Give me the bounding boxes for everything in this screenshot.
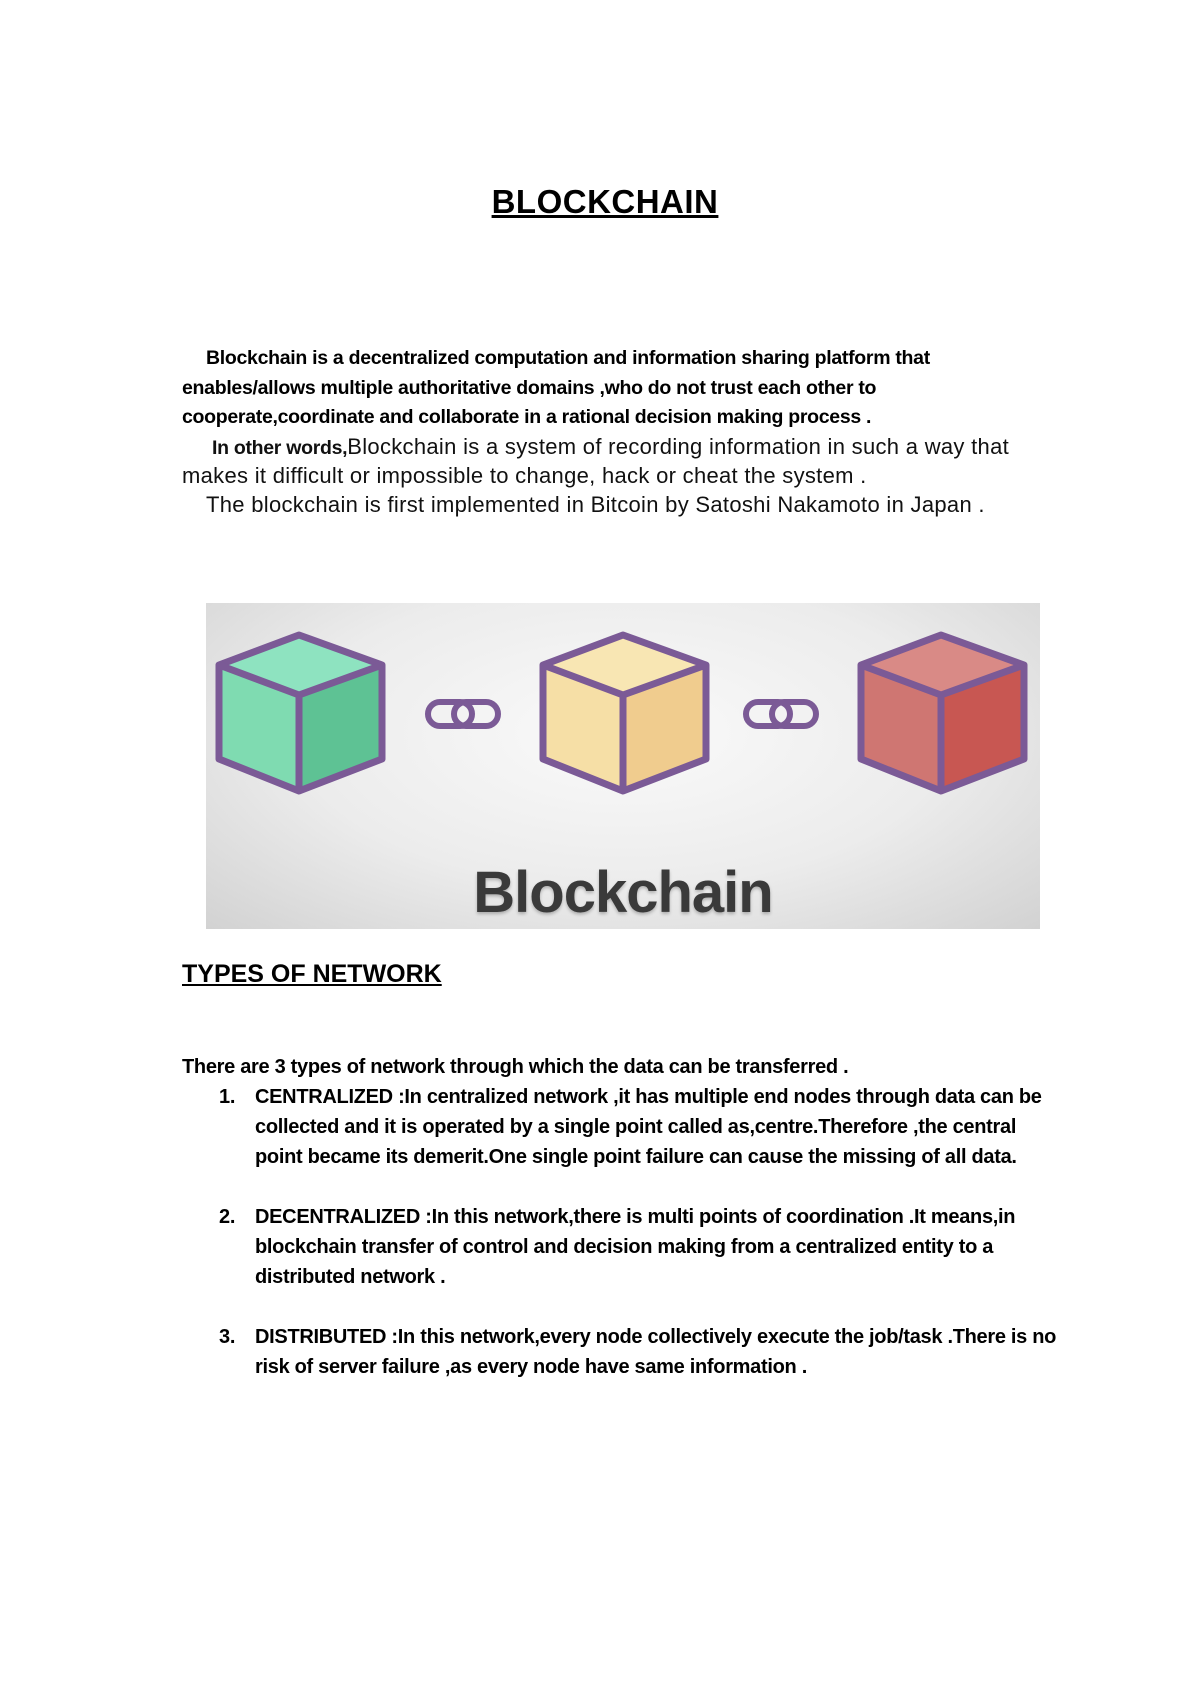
list-item	[182, 1202, 1062, 1292]
types-intro: There are 3 types of network through which the data can be transferred .	[182, 1056, 849, 1078]
network-types-list	[182, 1082, 1062, 1382]
list-item-text: :In this network,every node collectively execute the job/task .There is no risk of server failure ,as every node have same information .	[255, 1326, 1057, 1378]
green-cube-icon	[219, 635, 382, 791]
list-item-number: 2.	[219, 1206, 236, 1228]
list-item-text: :In this network,there is multi points of coordination .It means,in blockchain transfer of control and decision making from a centralized entity to a distributed network .	[255, 1206, 1016, 1288]
list-item-term: DECENTRALIZED	[255, 1206, 420, 1228]
yellow-cube-icon	[543, 635, 706, 791]
intro-paragraph-1	[182, 344, 1042, 433]
intro-paragraph-2-lead: In other words,	[212, 436, 348, 459]
list-item	[182, 1322, 1062, 1382]
document-title: BLOCKCHAIN	[491, 183, 719, 220]
types-section	[182, 1052, 1062, 1412]
list-item-term: DISTRIBUTED	[255, 1326, 387, 1348]
banner-label: Blockchain	[473, 860, 773, 925]
list-item-number: 3.	[219, 1326, 236, 1348]
list-item-number: 1.	[219, 1086, 236, 1108]
intro-paragraph-3	[182, 491, 1042, 520]
intro-paragraph-3-text: The blockchain is first implemented in Bitcoin by Satoshi Nakamoto in Japan .	[206, 491, 985, 517]
intro-paragraph-1-text: Blockchain is a decentralized computation and information sharing platform that enables/allows multiple authoritative domains ,who do not trust each other to cooperate,coordinate and collaborate in a rational decision making process .	[182, 347, 930, 428]
blockchain-banner-image	[206, 603, 1040, 929]
intro-section	[182, 344, 1042, 519]
list-item-term: CENTRALIZED	[255, 1086, 393, 1108]
list-item	[182, 1082, 1062, 1172]
intro-paragraph-2-text: Blockchain is a system of recording information in such a way that makes it difficult or impossible to change, hack or cheat the system .	[182, 433, 1010, 488]
red-cube-icon	[861, 635, 1024, 791]
link-icon	[746, 702, 816, 726]
types-heading: TYPES OF NETWORK	[182, 960, 442, 988]
intro-paragraph-2	[182, 433, 1042, 491]
link-icon	[428, 702, 498, 726]
list-item-text: :In centralized network ,it has multiple end nodes through data can be collected and it is operated by a single point called as,centre.Therefore ,the central point became its demerit.One single point failure can cause the missing of all data.	[255, 1086, 1042, 1168]
